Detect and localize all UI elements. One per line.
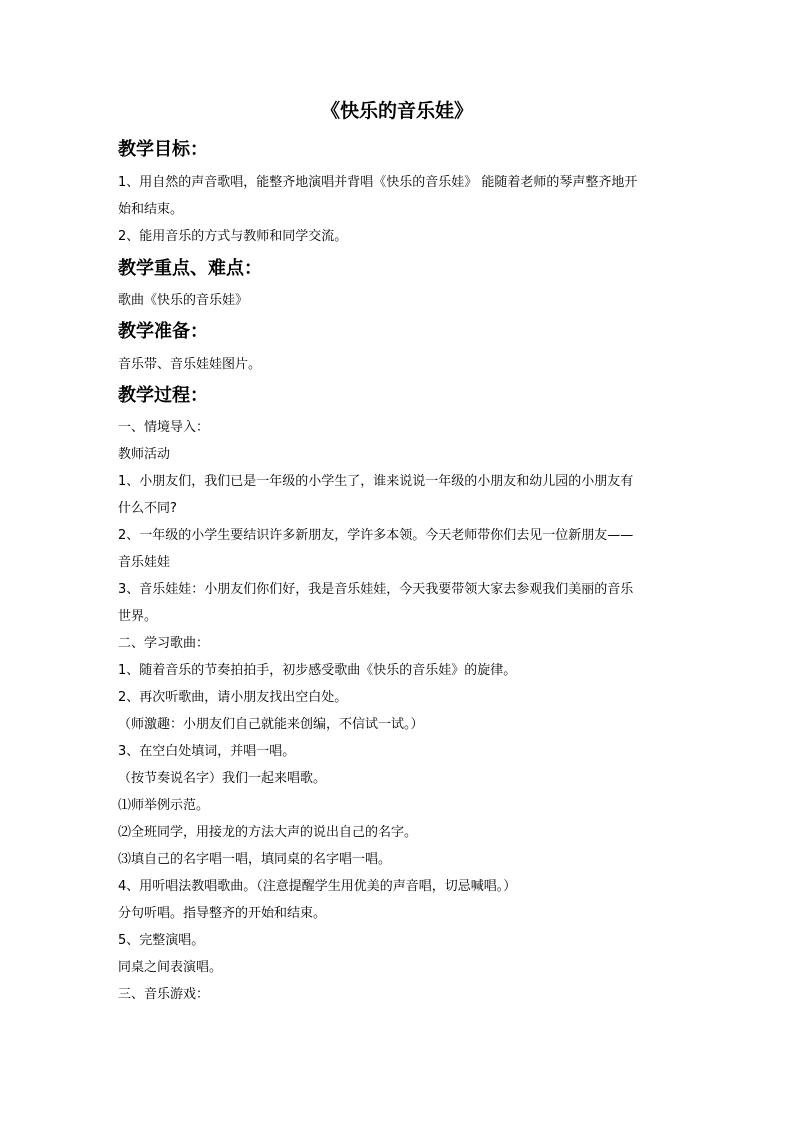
text-line: 2、一年级的小学生要结识许多新朋友，学许多本领。今天老师带你们去见一位新朋友—— — [118, 528, 634, 543]
text-line: ⑶填自己的名字唱一唱，填同桌的名字唱一唱。 — [118, 852, 392, 867]
text-line: 1、用自然的声音歌唱，能整齐地演唱并背唱《快乐的音乐娃》 能随着老师的琴声整齐地开 — [118, 175, 638, 190]
text-line: 二、学习歌曲： — [118, 636, 210, 651]
text-line: 三、音乐游戏： — [118, 987, 210, 1002]
text-line: 4、用听唱法教唱歌曲。（注意提醒学生用优美的声音唱，切忌喊唱。） — [118, 879, 517, 894]
text-line: 3、在空白处填词，并唱一唱。 — [118, 744, 296, 759]
text-line: 5、完整演唱。 — [118, 933, 205, 948]
text-line: 什么不同? — [118, 501, 177, 516]
text-line: 一、情境导入： — [118, 420, 210, 435]
text-line: ⑴师举例示范。 — [118, 798, 210, 813]
text-line: 音乐带、音乐娃娃图片。 — [118, 357, 262, 372]
text-line: 1、小朋友们，我们已是一年级的小学生了，谁来说说一年级的小朋友和幼儿园的小朋友有 — [118, 474, 634, 489]
text-line: 始和结束。 — [118, 202, 184, 217]
section-heading-key-points: 教学重点、难点： — [118, 258, 262, 279]
section-heading-process: 教学过程： — [118, 385, 208, 406]
text-line: 2、能用音乐的方式与教师和同学交流。 — [118, 229, 348, 244]
text-line: （按节奏说名字）我们一起来唱歌。 — [118, 771, 327, 786]
text-line: 歌曲《快乐的音乐娃》 — [118, 293, 249, 308]
document-title: 《快乐的音乐娃》 — [320, 100, 473, 122]
text-line: 同桌之间表演唱。 — [118, 960, 223, 975]
text-line: 2、再次听歌曲，请小朋友找出空白处。 — [118, 690, 348, 705]
section-heading-preparation: 教学准备： — [118, 321, 208, 342]
text-line: 1、随着音乐的节奏拍拍手，初步感受歌曲《快乐的音乐娃》的旋律。 — [118, 663, 517, 678]
section-heading-goals: 教学目标： — [118, 139, 208, 160]
text-line: 世界。 — [118, 609, 158, 624]
text-line: ⑵全班同学，用接龙的方法大声的说出自己的名字。 — [118, 825, 418, 840]
text-line: 音乐娃娃 — [118, 555, 171, 570]
text-line: 分句听唱。指导整齐的开始和结束。 — [118, 906, 327, 921]
text-line: （师激趣：小朋友们自己就能来创编，不信试一试。） — [118, 717, 424, 732]
text-line: 教师活动 — [118, 447, 171, 462]
text-line: 3、音乐娃娃：小朋友们你们好，我是音乐娃娃，今天我要带领大家去参观我们美丽的音乐 — [118, 582, 634, 597]
